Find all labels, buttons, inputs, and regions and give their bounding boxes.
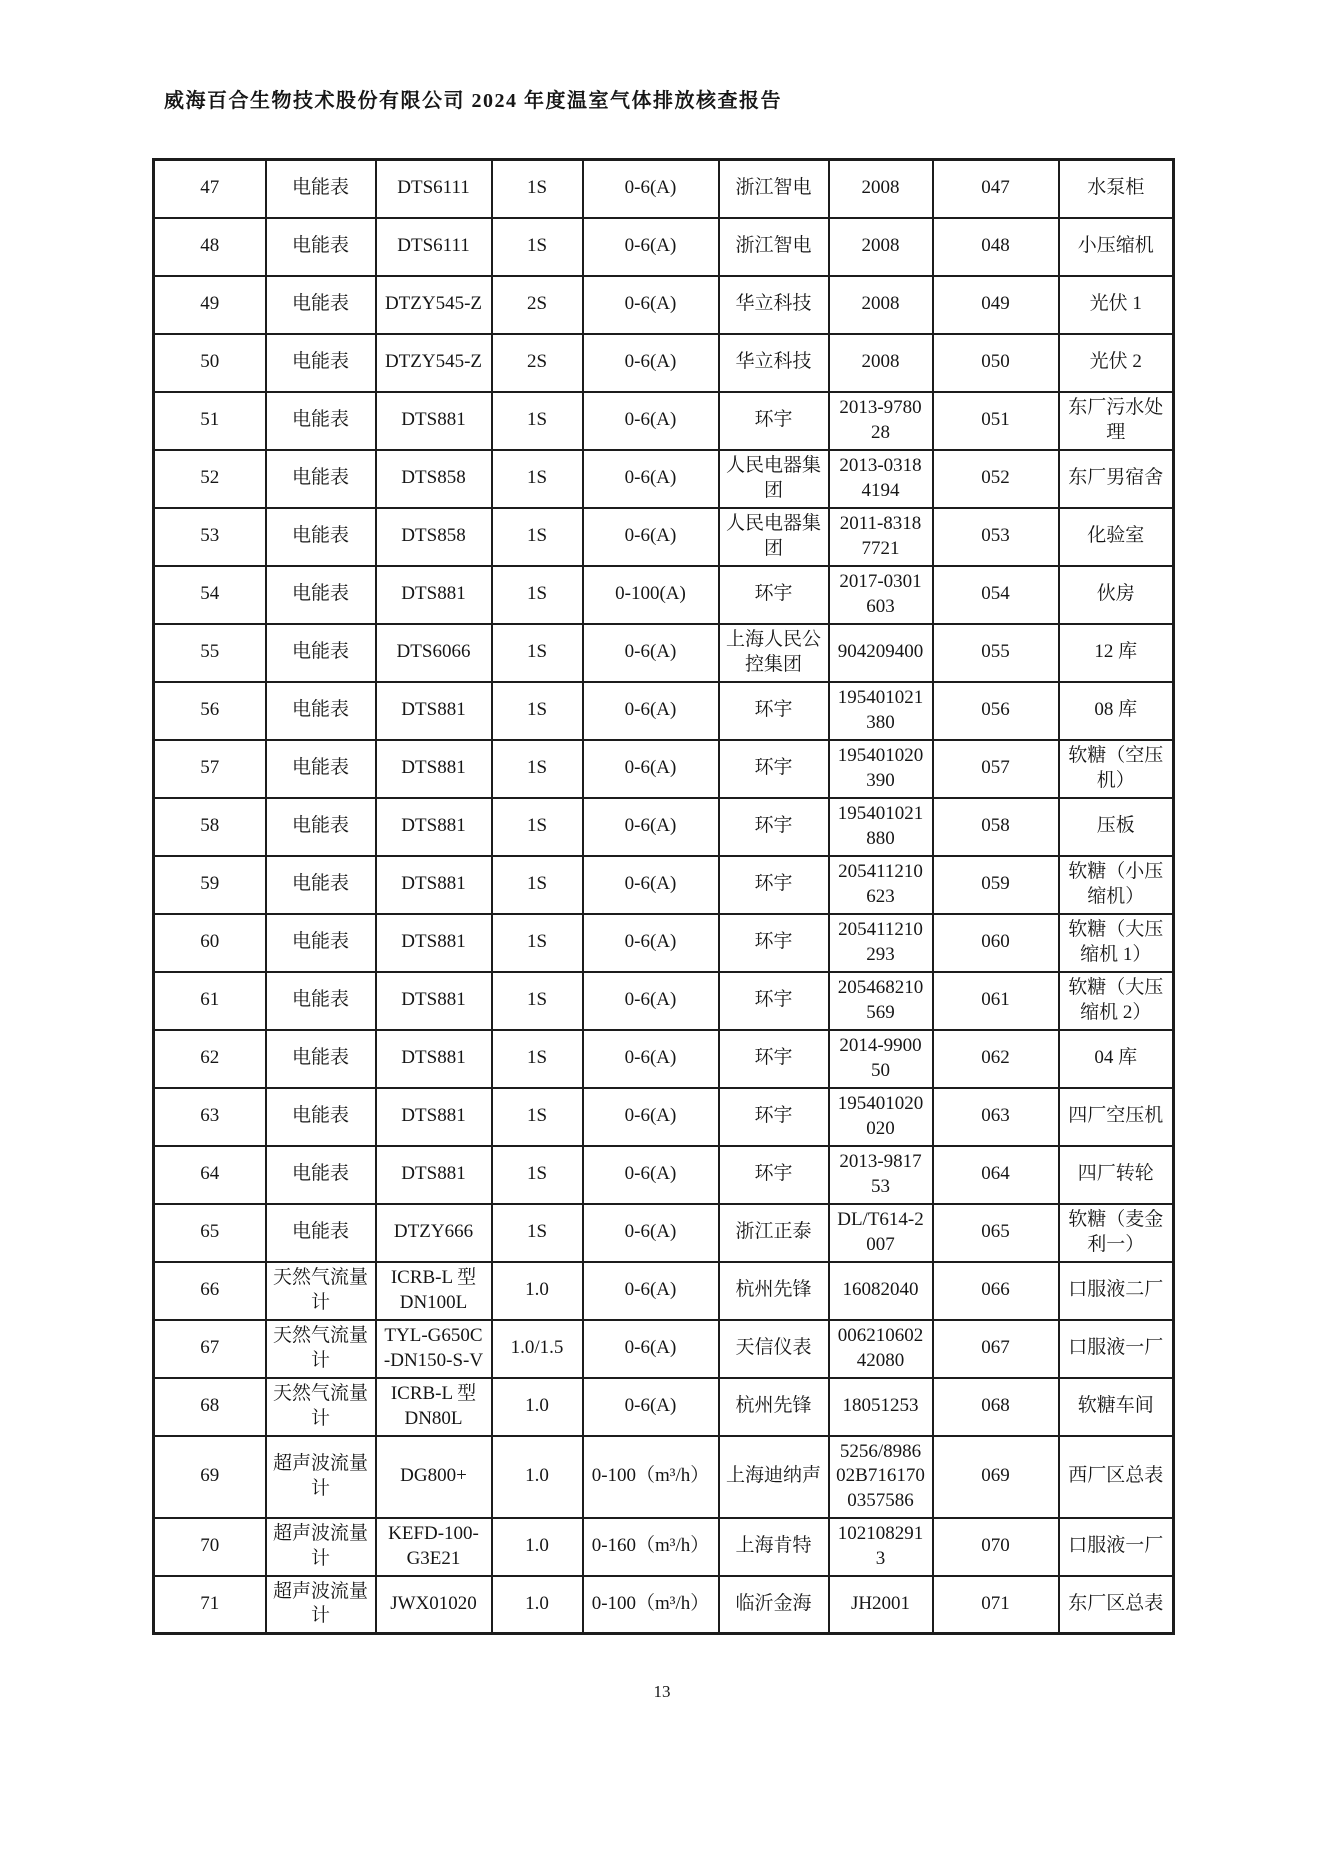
- cell-model: ICRB-L 型 DN80L: [376, 1378, 492, 1436]
- cell-range: 0-6(A): [583, 450, 719, 508]
- cell-device-name: 电能表: [266, 1088, 376, 1146]
- cell-model: KEFD-100-G3E21: [376, 1518, 492, 1576]
- cell-model: DTS6111: [376, 218, 492, 276]
- table-row: [154, 276, 1174, 334]
- cell-model: DTS881: [376, 1030, 492, 1088]
- cell-device-name: 超声波流量计: [266, 1518, 376, 1576]
- cell-device-number: 063: [933, 1088, 1059, 1146]
- table-row: [154, 508, 1174, 566]
- table-row: [154, 392, 1174, 450]
- cell-accuracy-class: 1S: [492, 1204, 583, 1262]
- cell-accuracy-class: 1S: [492, 450, 583, 508]
- cell-accuracy-class: 1.0: [492, 1378, 583, 1436]
- cell-accuracy-class: 1S: [492, 1030, 583, 1088]
- cell-manufacturer: 上海迪纳声: [719, 1436, 829, 1518]
- cell-location: 伙房: [1059, 566, 1174, 624]
- cell-row-number: 68: [154, 1378, 266, 1436]
- cell-location: 口服液一厂: [1059, 1518, 1174, 1576]
- cell-serial-number: 2014-990050: [829, 1030, 933, 1088]
- cell-accuracy-class: 1.0: [492, 1518, 583, 1576]
- cell-location: 软糖（大压缩机 2）: [1059, 972, 1174, 1030]
- cell-accuracy-class: 1S: [492, 914, 583, 972]
- cell-serial-number: 2008: [829, 218, 933, 276]
- cell-location: 08 库: [1059, 682, 1174, 740]
- cell-range: 0-6(A): [583, 1204, 719, 1262]
- cell-location: 口服液二厂: [1059, 1262, 1174, 1320]
- cell-manufacturer: 临沂金海: [719, 1576, 829, 1634]
- cell-model: DTZY545-Z: [376, 276, 492, 334]
- cell-device-number: 068: [933, 1378, 1059, 1436]
- cell-location: 化验室: [1059, 508, 1174, 566]
- cell-device-name: 电能表: [266, 624, 376, 682]
- measurement-device-table: [152, 158, 1175, 1635]
- cell-location: 软糖（小压缩机）: [1059, 856, 1174, 914]
- cell-location: 12 库: [1059, 624, 1174, 682]
- cell-device-name: 电能表: [266, 1030, 376, 1088]
- cell-device-name: 电能表: [266, 218, 376, 276]
- cell-location: 04 库: [1059, 1030, 1174, 1088]
- cell-device-number: 051: [933, 392, 1059, 450]
- cell-location: 软糖（空压机）: [1059, 740, 1174, 798]
- cell-device-name: 电能表: [266, 856, 376, 914]
- cell-device-number: 048: [933, 218, 1059, 276]
- cell-device-number: 057: [933, 740, 1059, 798]
- cell-range: 0-6(A): [583, 508, 719, 566]
- cell-range: 0-6(A): [583, 334, 719, 392]
- cell-location: 东厂污水处理: [1059, 392, 1174, 450]
- cell-device-number: 059: [933, 856, 1059, 914]
- cell-device-number: 069: [933, 1436, 1059, 1518]
- cell-manufacturer: 环宇: [719, 682, 829, 740]
- cell-manufacturer: 人民电器集团: [719, 450, 829, 508]
- device-table-body: [154, 160, 1174, 1634]
- cell-device-name: 电能表: [266, 160, 376, 218]
- cell-location: 西厂区总表: [1059, 1436, 1174, 1518]
- cell-location: 东厂男宿舍: [1059, 450, 1174, 508]
- cell-manufacturer: 环宇: [719, 740, 829, 798]
- table-row: [154, 450, 1174, 508]
- cell-range: 0-6(A): [583, 972, 719, 1030]
- cell-serial-number: 1021082913: [829, 1518, 933, 1576]
- cell-accuracy-class: 1S: [492, 160, 583, 218]
- table-row: [154, 914, 1174, 972]
- cell-device-number: 070: [933, 1518, 1059, 1576]
- table-row: [154, 624, 1174, 682]
- table-row: [154, 1146, 1174, 1204]
- cell-location: 四厂转轮: [1059, 1146, 1174, 1204]
- cell-range: 0-6(A): [583, 1146, 719, 1204]
- cell-serial-number: 205411210623: [829, 856, 933, 914]
- table-row: [154, 1518, 1174, 1576]
- cell-range: 0-6(A): [583, 1088, 719, 1146]
- cell-serial-number: 2008: [829, 334, 933, 392]
- cell-device-name: 电能表: [266, 566, 376, 624]
- cell-range: 0-6(A): [583, 740, 719, 798]
- cell-row-number: 49: [154, 276, 266, 334]
- cell-range: 0-6(A): [583, 798, 719, 856]
- cell-serial-number: 205468210569: [829, 972, 933, 1030]
- cell-range: 0-6(A): [583, 682, 719, 740]
- cell-model: DTS881: [376, 740, 492, 798]
- cell-device-number: 047: [933, 160, 1059, 218]
- cell-serial-number: 5256/898602B7161700357586: [829, 1436, 933, 1518]
- cell-serial-number: 2017-0301603: [829, 566, 933, 624]
- cell-accuracy-class: 1.0: [492, 1436, 583, 1518]
- cell-accuracy-class: 1S: [492, 508, 583, 566]
- cell-manufacturer: 华立科技: [719, 276, 829, 334]
- cell-accuracy-class: 1S: [492, 972, 583, 1030]
- cell-manufacturer: 华立科技: [719, 334, 829, 392]
- cell-row-number: 70: [154, 1518, 266, 1576]
- cell-serial-number: 2013-981753: [829, 1146, 933, 1204]
- cell-accuracy-class: 2S: [492, 334, 583, 392]
- table-row: [154, 798, 1174, 856]
- cell-serial-number: 904209400: [829, 624, 933, 682]
- cell-manufacturer: 环宇: [719, 566, 829, 624]
- table-row: [154, 218, 1174, 276]
- cell-manufacturer: 环宇: [719, 1146, 829, 1204]
- cell-accuracy-class: 1S: [492, 1146, 583, 1204]
- cell-serial-number: 16082040: [829, 1262, 933, 1320]
- cell-manufacturer: 浙江智电: [719, 218, 829, 276]
- cell-model: DTZY545-Z: [376, 334, 492, 392]
- cell-row-number: 64: [154, 1146, 266, 1204]
- cell-device-name: 电能表: [266, 914, 376, 972]
- cell-accuracy-class: 1.0/1.5: [492, 1320, 583, 1378]
- cell-location: 口服液一厂: [1059, 1320, 1174, 1378]
- cell-row-number: 57: [154, 740, 266, 798]
- cell-row-number: 48: [154, 218, 266, 276]
- cell-range: 0-6(A): [583, 276, 719, 334]
- cell-location: 四厂空压机: [1059, 1088, 1174, 1146]
- cell-device-name: 电能表: [266, 798, 376, 856]
- cell-accuracy-class: 1.0: [492, 1262, 583, 1320]
- cell-serial-number: 18051253: [829, 1378, 933, 1436]
- cell-device-name: 电能表: [266, 508, 376, 566]
- cell-device-name: 超声波流量计: [266, 1436, 376, 1518]
- table-row: [154, 1378, 1174, 1436]
- table-row: [154, 160, 1174, 218]
- cell-row-number: 56: [154, 682, 266, 740]
- cell-range: 0-6(A): [583, 914, 719, 972]
- cell-row-number: 63: [154, 1088, 266, 1146]
- cell-location: 软糖（大压缩机 1）: [1059, 914, 1174, 972]
- cell-device-name: 电能表: [266, 450, 376, 508]
- cell-range: 0-6(A): [583, 1262, 719, 1320]
- cell-serial-number: 2013-978028: [829, 392, 933, 450]
- table-row: [154, 1320, 1174, 1378]
- cell-device-number: 061: [933, 972, 1059, 1030]
- cell-location: 压板: [1059, 798, 1174, 856]
- cell-device-name: 电能表: [266, 682, 376, 740]
- table-row: [154, 740, 1174, 798]
- cell-manufacturer: 上海人民公控集团: [719, 624, 829, 682]
- cell-row-number: 62: [154, 1030, 266, 1088]
- cell-manufacturer: 环宇: [719, 914, 829, 972]
- cell-manufacturer: 环宇: [719, 1088, 829, 1146]
- cell-row-number: 55: [154, 624, 266, 682]
- cell-device-number: 066: [933, 1262, 1059, 1320]
- cell-location: 光伏 1: [1059, 276, 1174, 334]
- cell-serial-number: 2008: [829, 160, 933, 218]
- cell-manufacturer: 环宇: [719, 392, 829, 450]
- cell-accuracy-class: 1S: [492, 624, 583, 682]
- cell-model: DTS881: [376, 856, 492, 914]
- cell-serial-number: 00621060242080: [829, 1320, 933, 1378]
- cell-row-number: 53: [154, 508, 266, 566]
- cell-device-name: 天然气流量计: [266, 1320, 376, 1378]
- cell-accuracy-class: 1S: [492, 856, 583, 914]
- cell-model: JWX01020: [376, 1576, 492, 1634]
- cell-accuracy-class: 1S: [492, 392, 583, 450]
- cell-row-number: 59: [154, 856, 266, 914]
- cell-serial-number: 205411210293: [829, 914, 933, 972]
- cell-device-name: 电能表: [266, 740, 376, 798]
- cell-device-name: 电能表: [266, 1204, 376, 1262]
- cell-row-number: 52: [154, 450, 266, 508]
- table-row: [154, 566, 1174, 624]
- cell-range: 0-6(A): [583, 624, 719, 682]
- cell-range: 0-6(A): [583, 218, 719, 276]
- cell-row-number: 60: [154, 914, 266, 972]
- cell-model: DTS6111: [376, 160, 492, 218]
- table-row: [154, 1204, 1174, 1262]
- table-row: [154, 972, 1174, 1030]
- cell-row-number: 61: [154, 972, 266, 1030]
- cell-accuracy-class: 1S: [492, 798, 583, 856]
- cell-location: 东厂区总表: [1059, 1576, 1174, 1634]
- cell-device-number: 056: [933, 682, 1059, 740]
- cell-manufacturer: 环宇: [719, 972, 829, 1030]
- table-row: [154, 1088, 1174, 1146]
- cell-device-number: 053: [933, 508, 1059, 566]
- cell-range: 0-6(A): [583, 392, 719, 450]
- cell-model: DTS858: [376, 508, 492, 566]
- cell-location: 小压缩机: [1059, 218, 1174, 276]
- table-row: [154, 334, 1174, 392]
- cell-serial-number: 195401020390: [829, 740, 933, 798]
- cell-device-number: 065: [933, 1204, 1059, 1262]
- cell-model: DG800+: [376, 1436, 492, 1518]
- cell-row-number: 47: [154, 160, 266, 218]
- cell-model: DTS6066: [376, 624, 492, 682]
- table-row: [154, 1436, 1174, 1518]
- cell-manufacturer: 上海肯特: [719, 1518, 829, 1576]
- cell-accuracy-class: 1S: [492, 218, 583, 276]
- cell-model: DTZY666: [376, 1204, 492, 1262]
- cell-manufacturer: 环宇: [719, 856, 829, 914]
- cell-model: DTS881: [376, 682, 492, 740]
- cell-model: DTS881: [376, 914, 492, 972]
- table-row: [154, 1576, 1174, 1634]
- cell-device-name: 超声波流量计: [266, 1576, 376, 1634]
- cell-manufacturer: 浙江正泰: [719, 1204, 829, 1262]
- cell-location: 软糖车间: [1059, 1378, 1174, 1436]
- cell-device-number: 062: [933, 1030, 1059, 1088]
- table-row: [154, 1030, 1174, 1088]
- cell-model: DTS881: [376, 1146, 492, 1204]
- cell-device-number: 058: [933, 798, 1059, 856]
- cell-device-number: 060: [933, 914, 1059, 972]
- cell-accuracy-class: 1S: [492, 682, 583, 740]
- cell-accuracy-class: 2S: [492, 276, 583, 334]
- cell-row-number: 66: [154, 1262, 266, 1320]
- cell-row-number: 69: [154, 1436, 266, 1518]
- cell-model: ICRB-L 型 DN100L: [376, 1262, 492, 1320]
- cell-range: 0-6(A): [583, 1030, 719, 1088]
- cell-device-name: 电能表: [266, 1146, 376, 1204]
- cell-device-number: 067: [933, 1320, 1059, 1378]
- cell-range: 0-6(A): [583, 856, 719, 914]
- cell-device-name: 天然气流量计: [266, 1378, 376, 1436]
- cell-model: DTS881: [376, 566, 492, 624]
- cell-range: 0-6(A): [583, 160, 719, 218]
- cell-model: DTS881: [376, 798, 492, 856]
- cell-range: 0-100（m³/h）: [583, 1576, 719, 1634]
- cell-serial-number: 195401020020: [829, 1088, 933, 1146]
- cell-device-number: 064: [933, 1146, 1059, 1204]
- cell-row-number: 65: [154, 1204, 266, 1262]
- page-number: 13: [653, 1682, 671, 1701]
- cell-device-number: 052: [933, 450, 1059, 508]
- cell-device-number: 055: [933, 624, 1059, 682]
- cell-range: 0-6(A): [583, 1378, 719, 1436]
- cell-range: 0-6(A): [583, 1320, 719, 1378]
- cell-row-number: 67: [154, 1320, 266, 1378]
- cell-range: 0-100（m³/h）: [583, 1436, 719, 1518]
- cell-device-number: 071: [933, 1576, 1059, 1634]
- cell-device-number: 049: [933, 276, 1059, 334]
- cell-device-name: 电能表: [266, 392, 376, 450]
- cell-accuracy-class: 1.0: [492, 1576, 583, 1634]
- cell-manufacturer: 浙江智电: [719, 160, 829, 218]
- cell-location: 光伏 2: [1059, 334, 1174, 392]
- cell-serial-number: 195401021380: [829, 682, 933, 740]
- cell-manufacturer: 杭州先锋: [719, 1262, 829, 1320]
- cell-model: TYL-G650C-DN150-S-V: [376, 1320, 492, 1378]
- cell-device-name: 天然气流量计: [266, 1262, 376, 1320]
- cell-accuracy-class: 1S: [492, 566, 583, 624]
- cell-range: 0-100(A): [583, 566, 719, 624]
- cell-device-name: 电能表: [266, 334, 376, 392]
- table-row: [154, 682, 1174, 740]
- cell-accuracy-class: 1S: [492, 1088, 583, 1146]
- cell-model: DTS881: [376, 392, 492, 450]
- cell-manufacturer: 杭州先锋: [719, 1378, 829, 1436]
- cell-row-number: 50: [154, 334, 266, 392]
- cell-range: 0-160（m³/h）: [583, 1518, 719, 1576]
- cell-row-number: 71: [154, 1576, 266, 1634]
- cell-row-number: 58: [154, 798, 266, 856]
- cell-serial-number: 2008: [829, 276, 933, 334]
- cell-location: 软糖（麦金利一）: [1059, 1204, 1174, 1262]
- cell-serial-number: 2011-83187721: [829, 508, 933, 566]
- cell-serial-number: JH2001: [829, 1576, 933, 1634]
- report-header-title: 威海百合生物技术股份有限公司 2024 年度温室气体排放核查报告: [164, 90, 782, 112]
- cell-serial-number: 2013-03184194: [829, 450, 933, 508]
- cell-serial-number: 195401021880: [829, 798, 933, 856]
- cell-model: DTS881: [376, 1088, 492, 1146]
- cell-device-number: 054: [933, 566, 1059, 624]
- table-row: [154, 856, 1174, 914]
- cell-row-number: 54: [154, 566, 266, 624]
- cell-location: 水泵柜: [1059, 160, 1174, 218]
- cell-model: DTS881: [376, 972, 492, 1030]
- cell-device-name: 电能表: [266, 276, 376, 334]
- cell-manufacturer: 人民电器集团: [719, 508, 829, 566]
- cell-model: DTS858: [376, 450, 492, 508]
- cell-manufacturer: 环宇: [719, 1030, 829, 1088]
- cell-row-number: 51: [154, 392, 266, 450]
- table-row: [154, 1262, 1174, 1320]
- cell-device-name: 电能表: [266, 972, 376, 1030]
- cell-manufacturer: 环宇: [719, 798, 829, 856]
- cell-manufacturer: 天信仪表: [719, 1320, 829, 1378]
- cell-accuracy-class: 1S: [492, 740, 583, 798]
- cell-device-number: 050: [933, 334, 1059, 392]
- cell-serial-number: DL/T614-2007: [829, 1204, 933, 1262]
